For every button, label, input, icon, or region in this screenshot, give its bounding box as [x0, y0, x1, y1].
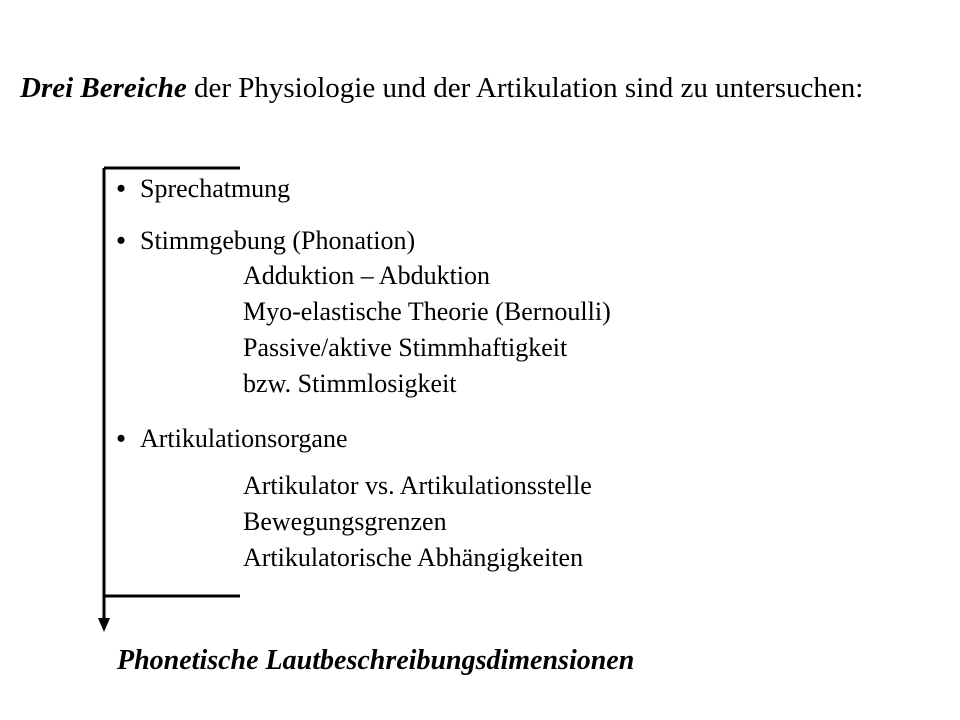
subitem: bzw. Stimmlosigkeit — [243, 369, 457, 398]
subitem-list-artikulation — [243, 468, 592, 576]
subitem: Artikulator vs. Artikulationsstelle — [243, 471, 592, 500]
bullet-label: Artikulationsorgane — [140, 424, 348, 453]
bullet-icon: • — [116, 174, 126, 203]
subitem: Myo-elastische Theorie (Bernoulli) — [243, 297, 611, 326]
subitem: Bewegungsgrenzen — [243, 507, 447, 536]
bullet-label: Sprechatmung — [140, 174, 291, 203]
subitem: Passive/aktive Stimmhaftigkeit — [243, 333, 568, 362]
bullet-icon: • — [116, 226, 126, 255]
subitem: Adduktion – Abduktion — [243, 261, 491, 290]
intro-rest: der Physiologie und der Artikulation sind zu untersuchen: — [186, 72, 864, 104]
subitem-list-phonation — [243, 258, 611, 402]
bullet-icon: • — [116, 424, 126, 453]
arrow-head-icon — [98, 618, 110, 632]
bullet-label: Stimmgebung (Phonation) — [140, 226, 416, 255]
bullet-item-artikulationsorgane — [112, 424, 347, 454]
bullet-item-stimmgebung — [112, 226, 415, 256]
subitem: Artikulatorische Abhängigkeiten — [243, 543, 584, 572]
bullet-item-sprechatmung — [112, 174, 290, 204]
footer-title: Phonetische Lautbeschreibungsdimensionen — [117, 645, 635, 676]
intro-emphasis: Drei Bereiche — [20, 72, 187, 104]
